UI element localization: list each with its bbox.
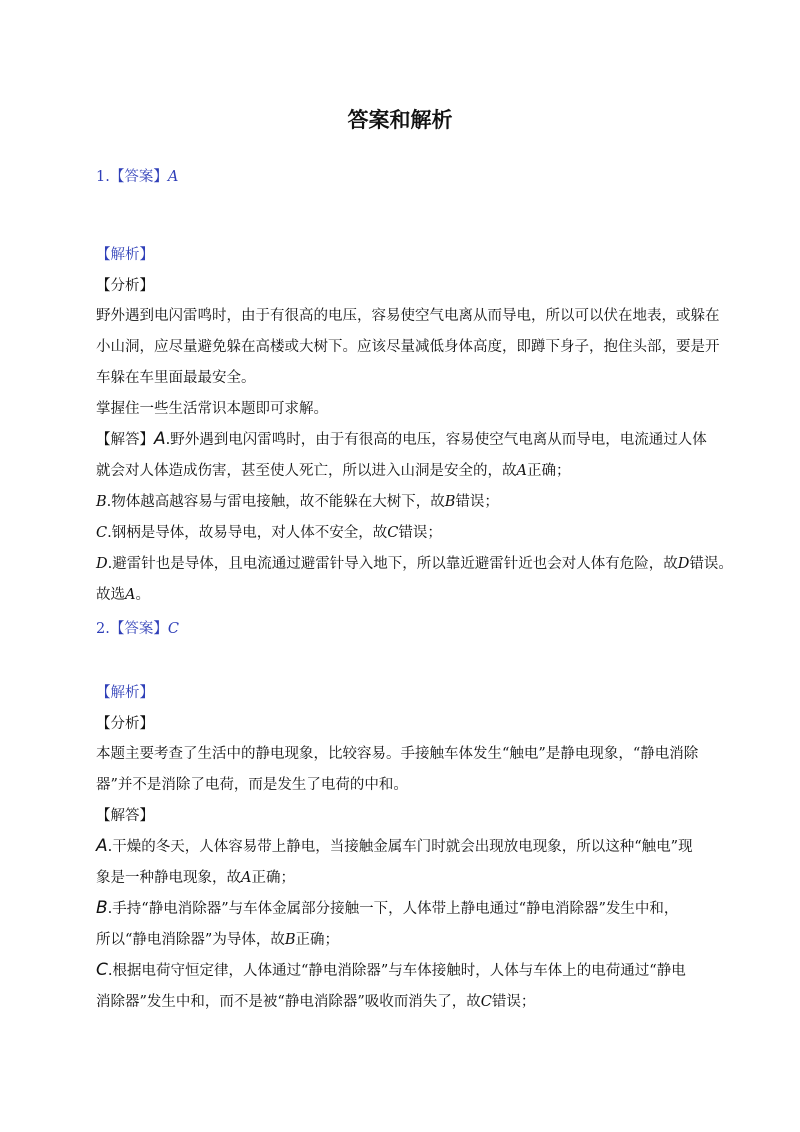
q2-c2-post: 错误； — [491, 994, 536, 1010]
q1-a2-pre: 就会对人体造成伤害，甚至使人死亡，所以进入山洞是安全的，故 — [96, 463, 517, 479]
q1-c-pre: .钢柄是导体，故易导电，对人体不安全，故 — [107, 525, 388, 541]
q2-fenxi-label: 【分析】 — [96, 716, 154, 732]
q2-c2-pre: 消除器”发生中和，而不是被“静电消除器”吸收而消失了，故 — [96, 994, 481, 1010]
q2-answer-line — [96, 617, 179, 638]
q2-jieda-line-a1 — [96, 835, 693, 856]
q1-a2-post: 正确； — [526, 463, 571, 479]
q2-b2-pre: 所以“静电消除器”为导体，故 — [96, 932, 285, 948]
q2-jieda-line-b2 — [96, 928, 339, 949]
q2-fenxi-line-1: 本题主要考查了生活中的静电现象，比较容易。手接触车体发生“触电”是静电现象，“静电消除 — [96, 746, 699, 762]
q2-c-text: .根据电荷守恒定律，人体通过“静电消除器”与车体接触时，人体与车体上的电荷通过“静电 — [107, 963, 686, 979]
q1-conclusion-post: 。 — [135, 587, 150, 603]
q2-a2-pre: 象是一种静电现象，故 — [96, 870, 241, 886]
q1-fenxi-line-3: 车躲在车里面最最安全。 — [96, 370, 256, 386]
q1-fenxi-line-1: 野外遇到电闪雷鸣时，由于有很高的电压，容易使空气电离从而导电，所以可以伏在地表，或躲在 — [96, 308, 720, 324]
q1-jieda-line-c — [96, 521, 442, 542]
q1-b-letter: B — [96, 494, 107, 510]
q2-b-letter: B — [96, 898, 108, 918]
q2-c2-letter: C — [480, 994, 492, 1010]
q1-c-letter: C — [96, 525, 108, 541]
q1-b-letter2: B — [444, 494, 456, 510]
q1-d-pre: .避雷针也是导体，且电流通过避雷针导入地下，所以靠近避雷针近也会对人体有危险，故 — [107, 556, 678, 572]
q2-jieda-label: 【解答】 — [96, 808, 154, 824]
q2-b-text: .手持“静电消除器”与车体金属部分接触一下，人体带上静电通过“静电消除器”发生中和， — [107, 901, 679, 917]
q2-a2-post: 正确； — [251, 870, 295, 886]
q1-answer-value: A — [167, 169, 179, 185]
q1-option-a-letter: A — [154, 429, 166, 449]
q1-jieda-line-d — [96, 552, 733, 573]
q1-answer-line — [96, 165, 178, 186]
q2-b2-letter: B — [284, 932, 296, 948]
q1-d-letter: D — [96, 556, 108, 572]
q2-a-letter: A — [96, 836, 108, 856]
q2-answer-value: C — [167, 621, 179, 637]
q1-c-letter2: C — [387, 525, 399, 541]
q1-fenxi-line-4: 掌握住一些生活常识本题即可求解。 — [96, 401, 328, 417]
q1-conclusion-letter: A — [125, 587, 136, 603]
q2-answer-prefix: 2.【答案】 — [96, 621, 168, 637]
q1-jiexi-label: 【解析】 — [96, 247, 154, 263]
q1-conclusion — [96, 583, 150, 604]
q1-d-letter2: D — [677, 556, 690, 572]
q2-jieda-line-a2 — [96, 866, 295, 887]
q1-jieda-line-b — [96, 490, 499, 511]
q2-a2-letter: A — [241, 870, 252, 886]
q1-b-post: 错误； — [455, 494, 499, 510]
q2-jieda-line-c2 — [96, 990, 535, 1011]
q1-fenxi-line-2: 小山洞，应尽量避免躲在高楼或大树下。应该尽量减低身体高度，即蹲下身子，抱住头部，要是开 — [96, 339, 720, 355]
q1-b-pre: .物体越高越容易与雷电接触，故不能躲在大树下，故 — [106, 494, 445, 510]
q1-a2-letter: A — [516, 463, 527, 479]
q2-jieda-line-c1 — [96, 959, 686, 980]
q1-answer-prefix: 1.【答案】 — [96, 169, 168, 185]
q2-jiexi-label: 【解析】 — [96, 685, 154, 701]
q2-c-letter: C — [96, 960, 108, 980]
q2-a-text: .干燥的冬天，人体容易带上静电，当接触金属车门时就会出现放电现象，所以这种“触电”现 — [107, 839, 693, 855]
q1-conclusion-pre: 故选 — [96, 587, 125, 603]
q2-b2-post: 正确； — [295, 932, 339, 948]
page-title: 答案和解析 — [347, 108, 453, 132]
q1-d-post: 错误。 — [689, 556, 733, 572]
q1-c-post: 错误； — [398, 525, 442, 541]
q1-fenxi-label: 【分析】 — [96, 278, 154, 294]
q1-option-a-text: .野外遇到电闪雷鸣时，由于有很高的电压，容易使空气电离从而导电，电流通过人体 — [165, 432, 707, 448]
q1-jieda-line-a1 — [96, 428, 707, 449]
q1-jieda-label: 【解答】 — [96, 432, 154, 448]
q2-jieda-line-b1 — [96, 897, 678, 918]
q2-fenxi-line-2: 器”并不是消除了电荷，而是发生了电荷的中和。 — [96, 777, 408, 793]
q1-jieda-line-a2 — [96, 459, 570, 480]
